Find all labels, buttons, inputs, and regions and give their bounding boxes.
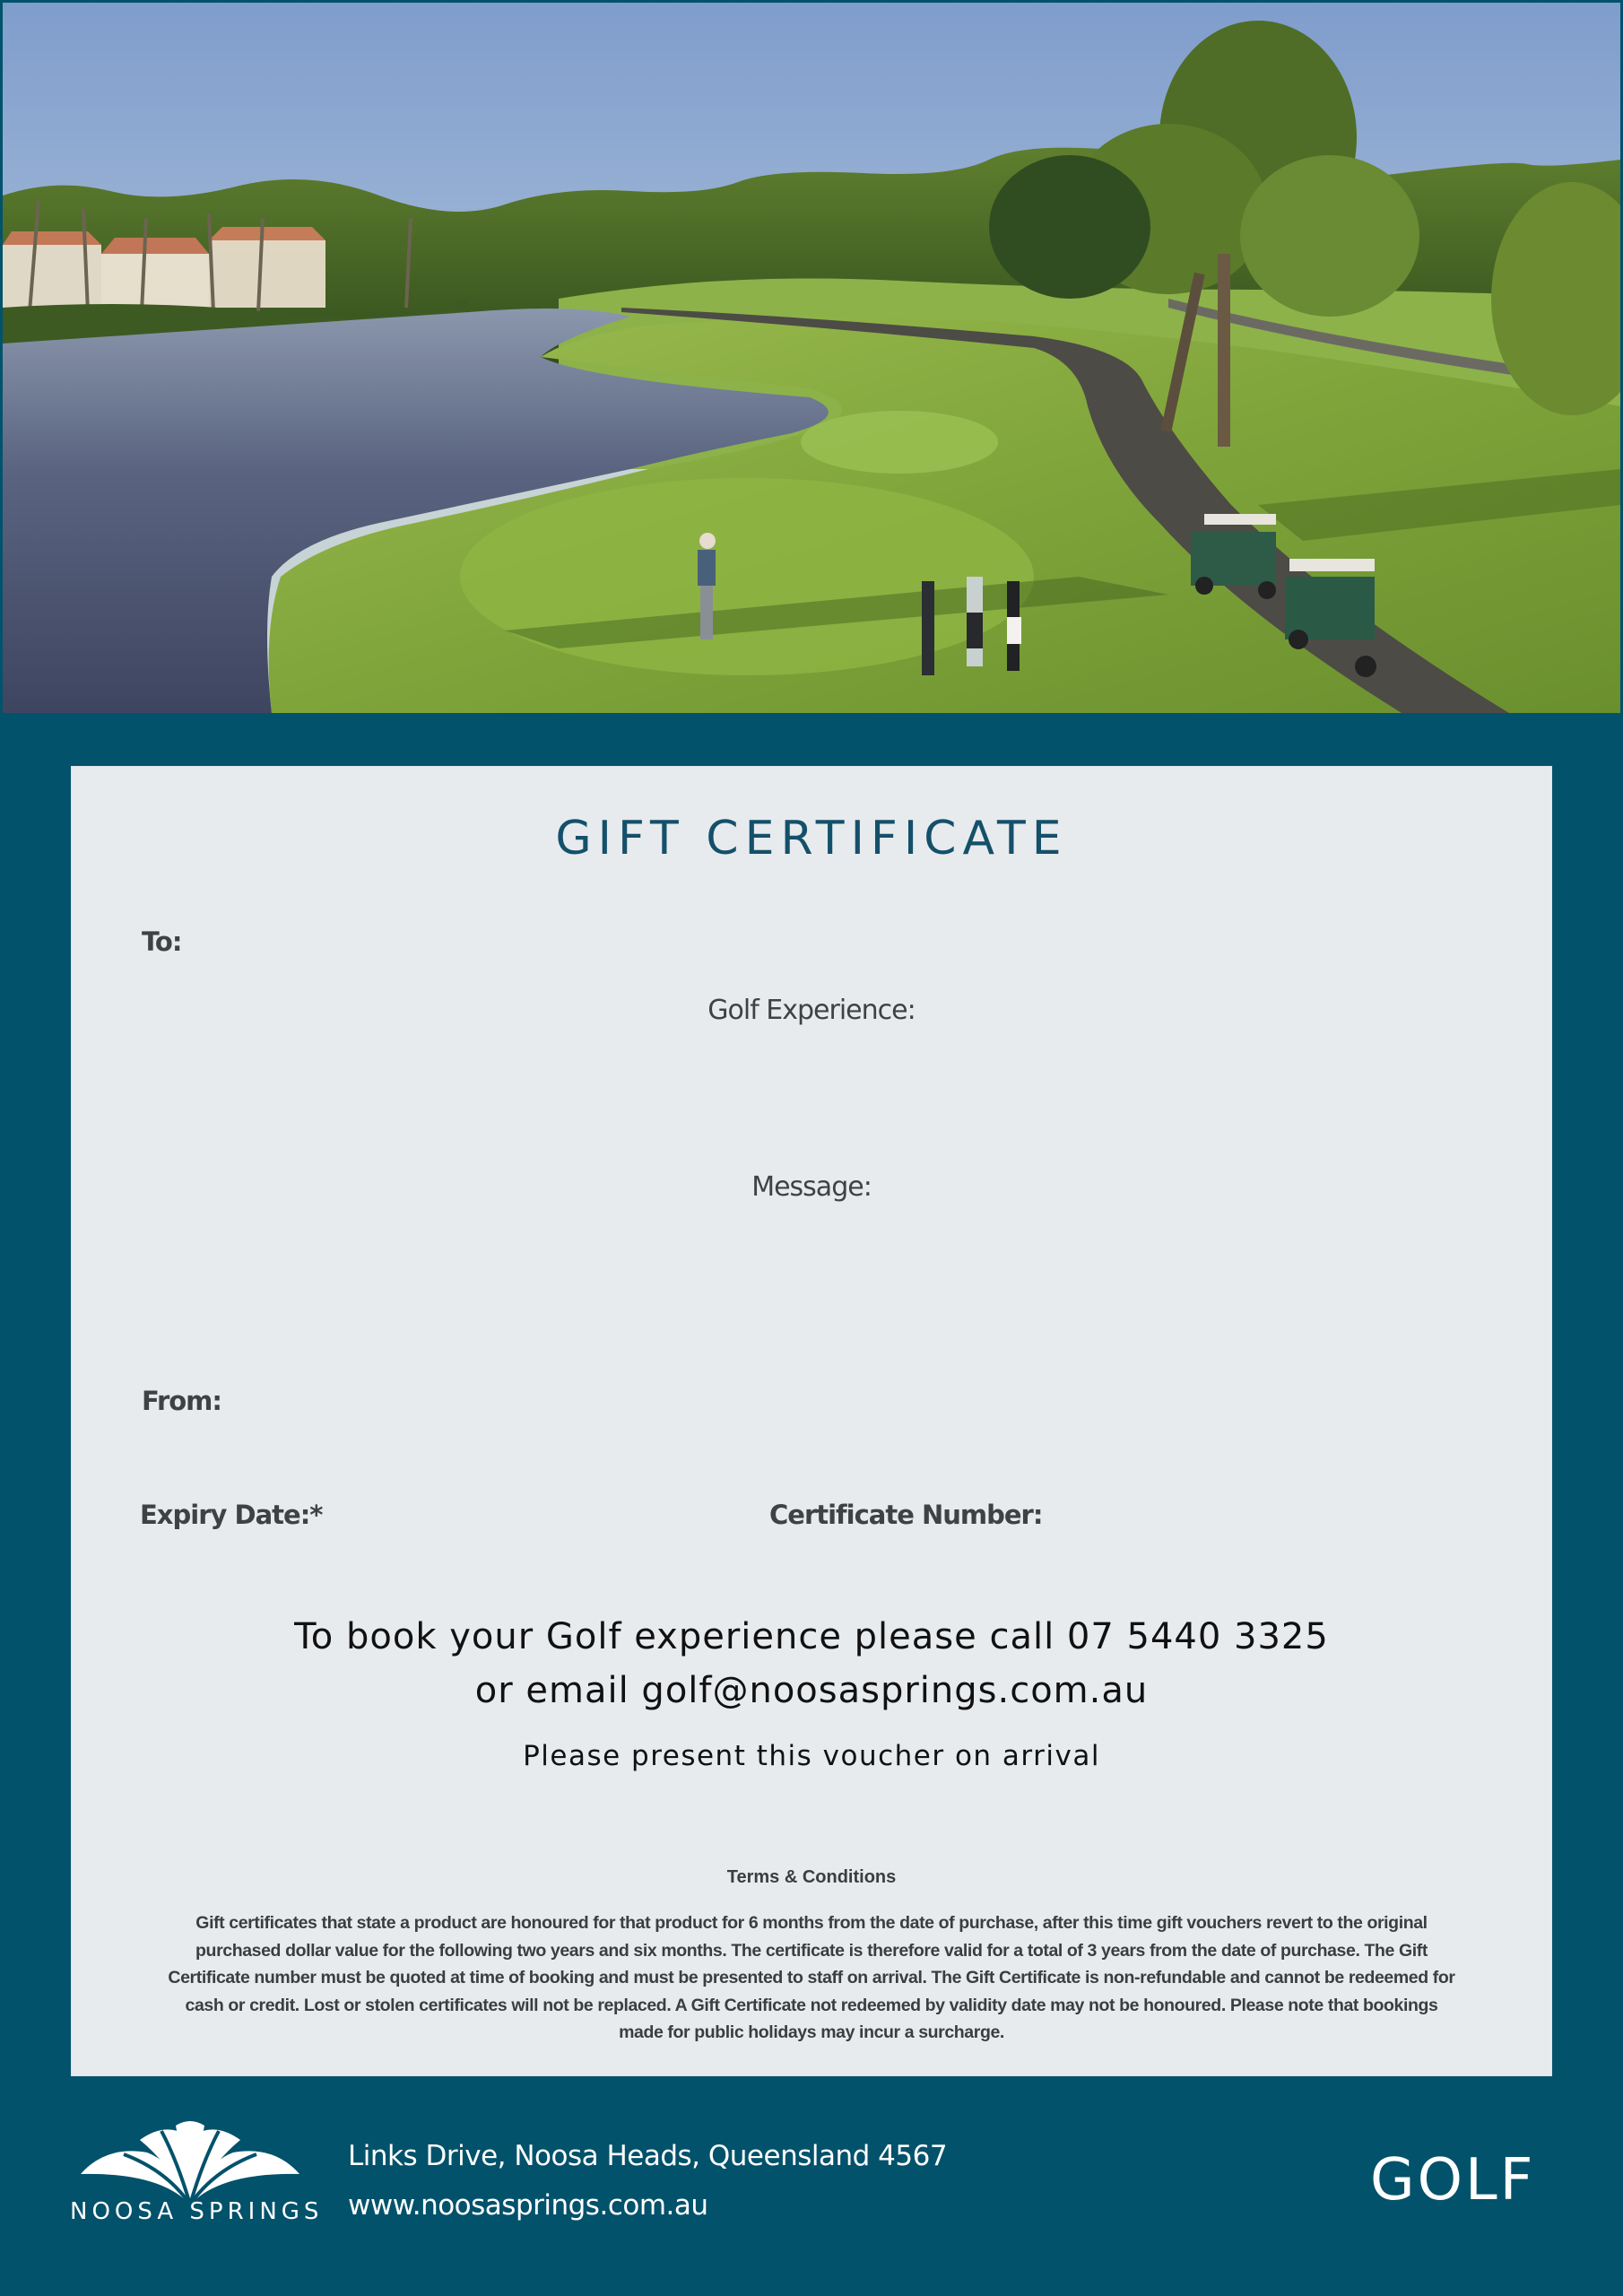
to-label: To: — [142, 926, 182, 957]
expiry-date-label: Expiry Date:* — [140, 1500, 323, 1530]
booking-phone-line: To book your Golf experience please call 07 5440 3325 — [294, 1616, 1329, 1657]
to-field[interactable] — [197, 921, 1453, 957]
certificate-number-label: Certificate Number: — [769, 1500, 1043, 1530]
from-label: From: — [142, 1386, 221, 1416]
website-link[interactable]: www.noosasprings.com.au — [348, 2189, 708, 2222]
section-label-golf: GOLF — [1370, 2147, 1536, 2213]
villas — [3, 227, 325, 308]
golf-course-illustration — [3, 3, 1620, 713]
message-field[interactable] — [251, 1215, 1372, 1368]
hero-golf-course-photo — [3, 3, 1620, 713]
terms-body: Gift certificates that state a product are honoured for that product for 6 months from the date of purchase, after this time gift vouchers revert to the original purchased dollar value for the following two years and six months. The certificate is therefore valid for a total of 3 years from the date of purchase. The Gift Certificate number must be quoted at time of booking and must be presented to staff on arrival. The Gift Certificate is non-refundable and cannot be redeemed for cash or credit. Lost or stolen certificates will not be replaced. A Gift Certificate not redeemed by validity date may not be honoured. Please note that bookings made for public holidays may incur a surcharge. — [168, 1913, 1455, 2042]
from-field[interactable] — [233, 1380, 1453, 1416]
expiry-date-field[interactable] — [332, 1494, 735, 1530]
present-voucher-note: Please present this voucher on arrival — [523, 1740, 1100, 1772]
booking-email-line: or email golf@noosasprings.com.au — [474, 1670, 1149, 1711]
certificate-number-field[interactable] — [1040, 1494, 1471, 1530]
booking-instructions — [72, 1610, 1551, 1718]
golf-experience-label: Golf Experience: — [707, 995, 916, 1026]
certificate-title: GIFT CERTIFICATE — [555, 812, 1068, 865]
fan-shell-logo-icon — [70, 2118, 310, 2208]
terms-title: Terms & Conditions — [726, 1867, 897, 1887]
address: Links Drive, Noosa Heads, Queensland 4567 — [348, 2140, 948, 2172]
golf-experience-field[interactable] — [251, 1036, 1372, 1144]
message-label: Message: — [751, 1171, 872, 1203]
brand-name: NOOSA SPRINGS — [70, 2198, 324, 2225]
gift-certificate-panel — [72, 767, 1551, 2075]
